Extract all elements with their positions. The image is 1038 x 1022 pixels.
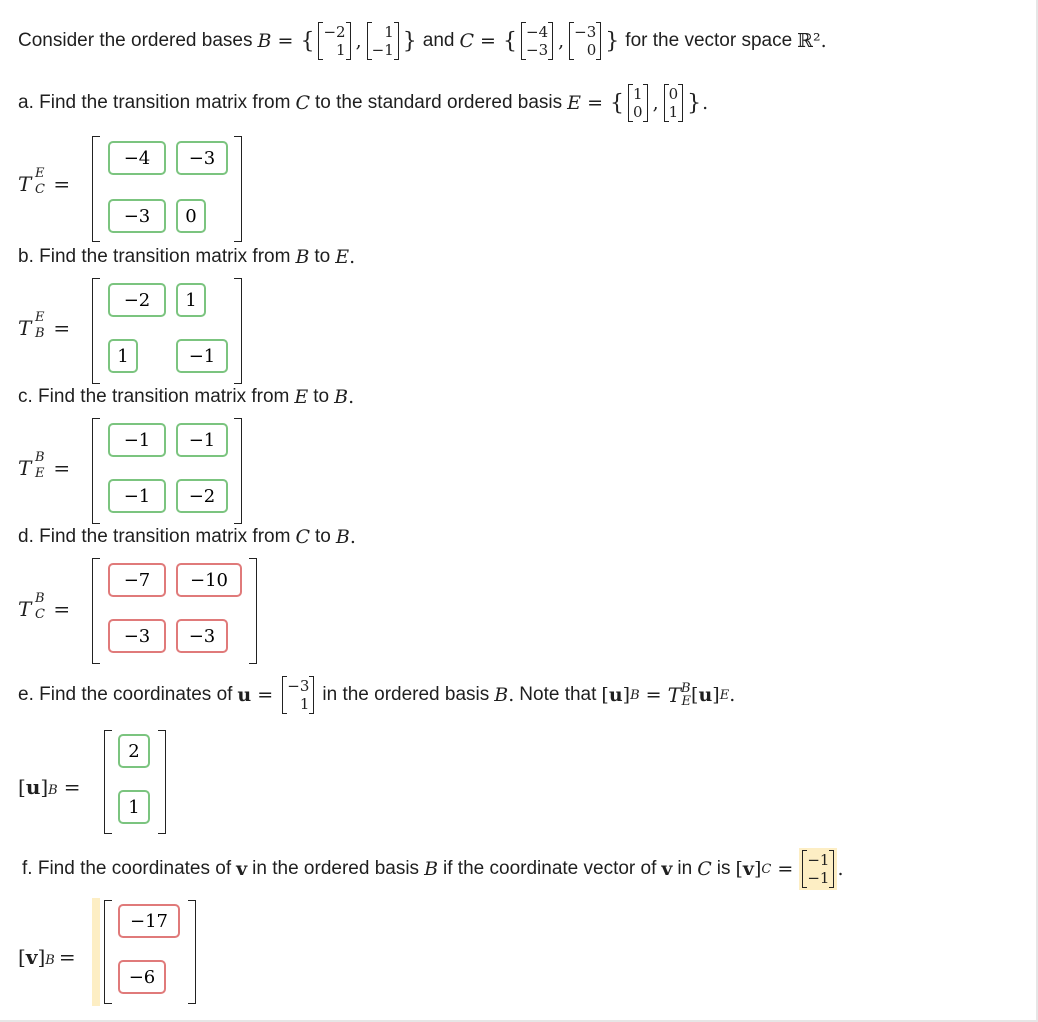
- basis-c-vector-1: −4 −3: [521, 22, 553, 60]
- intro-line: Consider the ordered bases B = { −2 1 , 1 −1 } and C = { −4 −3 , −3 0 } for the vector space ℝ².: [18, 23, 827, 59]
- part-c-prompt: c. Find the transition matrix from E to B .: [18, 386, 355, 408]
- u-vector: −3 1: [282, 676, 314, 714]
- part-c-cell-1-1[interactable]: [108, 423, 166, 457]
- part-e-cell-2[interactable]: [118, 790, 150, 824]
- part-f-prompt: f. Find the coordinates of v in the ordered basis B if the coordinate vector of v in C is [ v ] C = −1 −1 .: [22, 848, 844, 890]
- matrix-label-t-b-e: T E B =: [18, 310, 71, 341]
- part-c-cell-1-2[interactable]: [176, 423, 228, 457]
- vector-f-right-bracket: [188, 900, 196, 1004]
- part-b-cell-1-2[interactable]: [176, 283, 206, 317]
- part-e-cell-1[interactable]: [118, 734, 150, 768]
- basis-e-vector-2: 0 1: [664, 84, 684, 122]
- part-a-cell-2-2[interactable]: [176, 199, 206, 233]
- part-b-cell-2-1[interactable]: [108, 339, 138, 373]
- part-d-cell-2-2[interactable]: [176, 619, 228, 653]
- matrix-label-t-c-b: T B C =: [18, 591, 71, 622]
- matrix-a-right-bracket: [234, 136, 242, 242]
- matrix-d-left-bracket: [92, 558, 100, 664]
- vector-e-right-bracket: [158, 730, 166, 834]
- intro-suffix: for the vector space: [625, 30, 793, 51]
- matrix-a-left-bracket: [92, 136, 100, 242]
- matrix-label-t-c-e: T E C =: [18, 166, 71, 197]
- matrix-label-t-e-b: T B E =: [18, 450, 71, 481]
- vector-label-v-b: [v]B =: [18, 945, 76, 969]
- vector-f-left-bracket: [104, 900, 112, 1004]
- basis-b-name: B: [257, 30, 272, 52]
- part-f-cell-2[interactable]: [118, 960, 166, 994]
- part-e-prompt: e. Find the coordinates of u = −3 1 in the ordered basis B . Note that [ u ] B = T B E [ u ] E .: [18, 677, 736, 713]
- part-d-cell-2-1[interactable]: [108, 619, 166, 653]
- basis-e-vector-1: 1 0: [628, 84, 648, 122]
- intro-prefix: Consider the ordered bases: [18, 30, 253, 51]
- part-b-prompt: b. Find the transition matrix from B to E .: [18, 246, 356, 268]
- basis-b-vector-1: −2 1: [318, 22, 350, 60]
- part-a-cell-1-2[interactable]: [176, 141, 228, 175]
- part-c-cell-2-1[interactable]: [108, 479, 166, 513]
- matrix-c-left-bracket: [92, 418, 100, 524]
- vector-label-u-b: [u]B =: [18, 775, 81, 799]
- basis-c-vector-2: −3 0: [569, 22, 601, 60]
- part-d-prompt: d. Find the transition matrix from C to B .: [18, 526, 356, 548]
- basis-b-vector-2: 1 −1: [367, 22, 399, 60]
- highlight-marker: [92, 898, 100, 1006]
- part-f-cell-1[interactable]: [118, 904, 180, 938]
- part-b-cell-1-1[interactable]: [108, 283, 166, 317]
- basis-c-name: C: [459, 30, 474, 52]
- intro-and: and: [422, 30, 455, 51]
- vector-e-left-bracket: [104, 730, 112, 834]
- vector-space-symbol: ℝ².: [797, 30, 827, 52]
- matrix-c-right-bracket: [234, 418, 242, 524]
- v-in-c-vector: −1 −1: [802, 850, 834, 888]
- part-d-cell-1-2[interactable]: [176, 563, 242, 597]
- matrix-b-right-bracket: [234, 278, 242, 384]
- part-a-cell-2-1[interactable]: [108, 199, 166, 233]
- part-a-cell-1-1[interactable]: [108, 141, 166, 175]
- part-a-prompt: a. Find the transition matrix from C to the standard ordered basis E = { 1 0 , 0 1 } .: [18, 85, 709, 121]
- matrix-d-right-bracket: [249, 558, 257, 664]
- part-c-cell-2-2[interactable]: [176, 479, 228, 513]
- part-d-cell-1-1[interactable]: [108, 563, 166, 597]
- part-b-cell-2-2[interactable]: [176, 339, 228, 373]
- matrix-b-left-bracket: [92, 278, 100, 384]
